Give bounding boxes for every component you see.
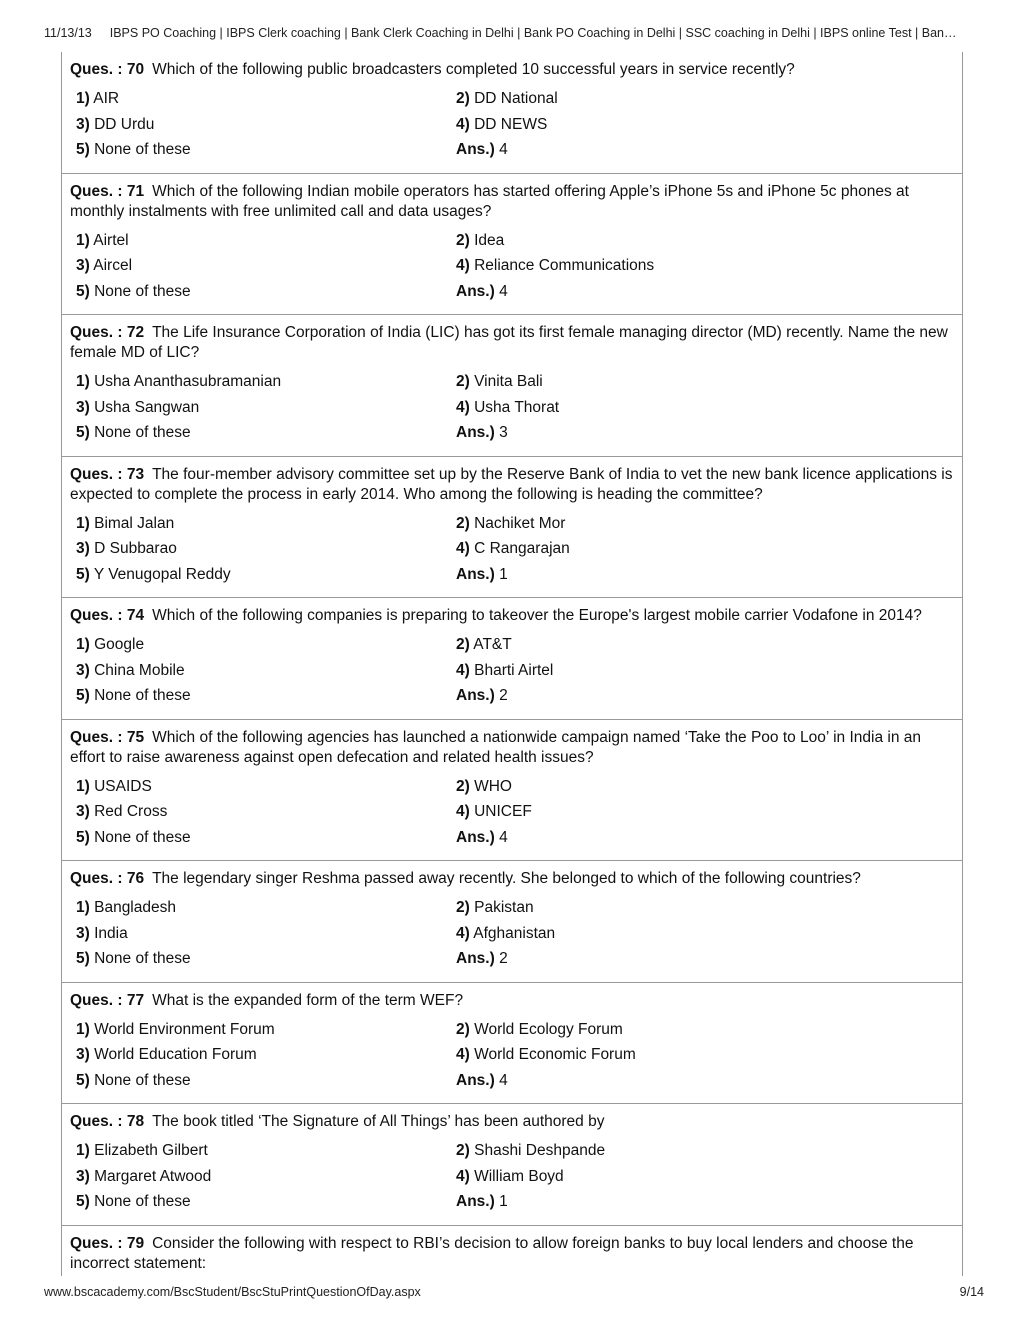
question-number: Ques. : 79: [70, 1234, 145, 1252]
answer-label: Ans.): [456, 565, 495, 583]
question-text: Which of the following public broadcasters completed 10 successful years in service recently?: [152, 61, 795, 78]
question-text: Consider the following with respect to RBI’s decision to allow foreign banks to buy local lenders and choose the incorrect statement:: [70, 1234, 914, 1272]
option-text: DD Urdu: [94, 115, 155, 133]
option-text: World Education Forum: [94, 1046, 257, 1063]
option-text: World Environment Forum: [94, 1020, 275, 1038]
answer-label: Ans.): [456, 282, 495, 300]
option-text: C Rangarajan: [474, 540, 570, 557]
option: [70, 946, 450, 972]
question-stem: [70, 465, 954, 505]
options-row: [70, 1068, 954, 1094]
question-list: [61, 52, 963, 1276]
option: [70, 1068, 450, 1094]
option-number: 2): [456, 373, 470, 390]
option-text: Airtel: [93, 231, 129, 249]
option-number: 1): [76, 1020, 90, 1038]
options-row: [70, 895, 954, 921]
option-number: 3): [76, 661, 90, 679]
options-row: [70, 112, 954, 138]
question-stem: [70, 1234, 954, 1274]
option: [70, 395, 450, 421]
option-number: 4): [456, 257, 470, 274]
question-stem: [70, 1112, 954, 1132]
option-text: AIR: [93, 90, 120, 107]
option-text: Bimal Jalan: [94, 514, 175, 532]
answer-value: 1: [499, 565, 508, 583]
question-block: [62, 983, 962, 1105]
option-number: 3): [76, 398, 90, 416]
options-row: [70, 774, 954, 800]
options-row: [70, 420, 954, 446]
answer-label: Ans.): [456, 950, 495, 967]
question-stem: [70, 606, 954, 626]
question-text: The legendary singer Reshma passed away recently. She belonged to which of the following countries?: [152, 870, 861, 887]
option: [450, 369, 830, 395]
option-number: 3): [76, 924, 90, 942]
option-number: 5): [76, 950, 90, 967]
options-row: [70, 536, 954, 562]
options-row: [70, 683, 954, 709]
option: [450, 536, 830, 562]
option: [70, 137, 450, 163]
answer: [450, 420, 830, 446]
option: [70, 658, 450, 684]
question-number: Ques. : 77: [70, 991, 145, 1009]
option-number: 3): [76, 1167, 90, 1185]
option-text: None of these: [94, 687, 191, 704]
option-text: UNICEF: [474, 803, 532, 820]
option-text: Afghanistan: [473, 924, 556, 942]
option-text: None of these: [94, 828, 191, 846]
option-number: 3): [76, 1046, 90, 1063]
page-url[interactable]: www.bscacademy.com/BscStudent/BscStuPrintQuestionOfDay.aspx: [44, 1285, 421, 1299]
question-stem: [70, 869, 954, 889]
question-text: Which of the following agencies has launched a nationwide campaign named ‘Take the Poo to Loo’ in India in an effort to raise awareness against open defecation and related health issues?: [70, 728, 921, 766]
question-text: Which of the following companies is preparing to takeover the Europe's largest mobile carrier Vodafone in 2014?: [152, 607, 922, 624]
option-text: WHO: [474, 777, 512, 795]
option-text: None of these: [94, 424, 191, 441]
option-text: Y Venugopal Reddy: [93, 565, 231, 583]
answer-label: Ans.): [456, 141, 495, 158]
option-number: 3): [76, 115, 90, 133]
print-date: 11/13/13: [44, 26, 92, 40]
option: [70, 86, 450, 112]
option-text: DD NEWS: [474, 115, 548, 133]
options-row: [70, 137, 954, 163]
option-number: 5): [76, 687, 90, 704]
options-row: [70, 1164, 954, 1190]
question-stem: [70, 728, 954, 768]
option-number: 5): [76, 141, 90, 158]
options-grid: [70, 228, 954, 305]
option: [450, 921, 830, 947]
answer-value: 4: [499, 141, 508, 158]
option-text: World Ecology Forum: [474, 1020, 623, 1038]
option: [70, 799, 450, 825]
answer-value: 4: [499, 828, 508, 846]
option-number: 2): [456, 90, 470, 107]
question-number: Ques. : 75: [70, 728, 145, 746]
option: [70, 1017, 450, 1043]
options-row: [70, 946, 954, 972]
option: [70, 562, 450, 588]
option: [70, 112, 450, 138]
option: [450, 774, 830, 800]
options-row: [70, 1189, 954, 1215]
question-number: Ques. : 73: [70, 465, 145, 483]
option-text: Bharti Airtel: [474, 661, 554, 679]
option-number: 2): [456, 899, 470, 916]
option-text: Google: [94, 636, 145, 653]
answer-value: 2: [499, 950, 508, 967]
options-row: [70, 1017, 954, 1043]
options-row: [70, 1042, 954, 1068]
question-number: Ques. : 76: [70, 870, 145, 887]
option: [70, 1042, 450, 1068]
answer-label: Ans.): [456, 828, 495, 846]
option-number: 2): [456, 514, 470, 532]
option-number: 2): [456, 1142, 470, 1159]
option-number: 4): [456, 661, 470, 679]
options-row: [70, 511, 954, 537]
answer-label: Ans.): [456, 687, 495, 704]
question-number: Ques. : 74: [70, 607, 145, 624]
question-block: [62, 1226, 962, 1284]
page-header: [44, 26, 989, 40]
option: [70, 683, 450, 709]
question-number: Ques. : 72: [70, 324, 145, 341]
question-text: The book titled ‘The Signature of All Things’ has been authored by: [152, 1113, 605, 1130]
option-number: 1): [76, 899, 90, 916]
option: [450, 1017, 830, 1043]
option-text: Elizabeth Gilbert: [94, 1142, 208, 1159]
option-number: 2): [456, 636, 470, 653]
option-number: 4): [456, 398, 470, 416]
option: [70, 1164, 450, 1190]
option: [450, 253, 830, 279]
options-row: [70, 1138, 954, 1164]
option-number: 1): [76, 514, 90, 532]
option: [450, 895, 830, 921]
question-block: [62, 598, 962, 720]
options-grid: [70, 774, 954, 851]
option: [450, 632, 830, 658]
question-block: [62, 457, 962, 599]
option-text: China Mobile: [94, 661, 185, 679]
option: [450, 112, 830, 138]
option-number: 3): [76, 803, 90, 820]
option-number: 5): [76, 1071, 90, 1089]
options-row: [70, 632, 954, 658]
answer: [450, 279, 830, 305]
option-text: Aircel: [93, 257, 133, 274]
option: [70, 369, 450, 395]
option: [70, 1138, 450, 1164]
option-text: William Boyd: [474, 1167, 564, 1185]
answer: [450, 825, 830, 851]
option-number: 5): [76, 828, 90, 846]
option: [450, 799, 830, 825]
option: [450, 511, 830, 537]
answer-label: Ans.): [456, 1071, 495, 1089]
option-text: Shashi Deshpande: [474, 1142, 606, 1159]
question-block: [62, 315, 962, 457]
option-number: 4): [456, 1046, 470, 1063]
option-number: 5): [76, 282, 90, 300]
option: [450, 1164, 830, 1190]
options-grid: [70, 895, 954, 972]
option-text: Usha Ananthasubramanian: [94, 373, 282, 390]
option: [450, 228, 830, 254]
answer: [450, 137, 830, 163]
answer-value: 4: [499, 282, 508, 300]
question-text: The Life Insurance Corporation of India (LIC) has got its first female managing director (MD) recently. Name the new female MD of LIC?: [70, 324, 948, 361]
option-number: 4): [456, 115, 470, 133]
option-text: Margaret Atwood: [94, 1167, 212, 1185]
option-text: Pakistan: [474, 899, 534, 916]
option-text: Usha Thorat: [474, 398, 560, 416]
option-text: None of these: [94, 1071, 191, 1089]
option: [70, 253, 450, 279]
options-row: [70, 279, 954, 305]
option-text: Red Cross: [94, 803, 168, 820]
question-text: What is the expanded form of the term WEF?: [152, 991, 464, 1009]
question-number: Ques. : 71: [70, 182, 145, 200]
question-stem: [70, 323, 954, 363]
option: [70, 825, 450, 851]
answer-label: Ans.): [456, 1193, 495, 1210]
question-block: [62, 52, 962, 174]
options-row: [70, 658, 954, 684]
option: [70, 228, 450, 254]
options-row: [70, 228, 954, 254]
option-text: AT&T: [473, 636, 512, 653]
option: [70, 279, 450, 305]
option-text: Reliance Communications: [474, 257, 655, 274]
question-text: Which of the following Indian mobile operators has started offering Apple’s iPhone 5s and iPhone 5c phones at monthly instalments with free unlimited call and data usages?: [70, 182, 909, 220]
options-grid: [70, 86, 954, 163]
option-number: 1): [76, 777, 90, 795]
option-number: 4): [456, 540, 470, 557]
option-text: None of these: [94, 950, 191, 967]
option-text: DD National: [474, 90, 558, 107]
question-block: [62, 1104, 962, 1226]
option-number: 3): [76, 540, 90, 557]
option-text: Bangladesh: [94, 899, 176, 916]
option: [70, 774, 450, 800]
question-number: Ques. : 78: [70, 1113, 145, 1130]
answer: [450, 946, 830, 972]
question-stem: [70, 991, 954, 1011]
option-number: 1): [76, 373, 90, 390]
answer-value: 3: [499, 424, 508, 441]
option-number: 1): [76, 90, 90, 107]
question-stem: [70, 182, 954, 222]
options-row: [70, 369, 954, 395]
option: [70, 536, 450, 562]
options-row: [70, 395, 954, 421]
answer: [450, 1068, 830, 1094]
options-row: [70, 562, 954, 588]
answer-value: 1: [499, 1193, 508, 1210]
option-number: 2): [456, 231, 470, 249]
options-row: [70, 825, 954, 851]
option-number: 1): [76, 636, 90, 653]
options-row: [70, 253, 954, 279]
option-text: USAIDS: [94, 777, 152, 795]
option: [450, 1042, 830, 1068]
option-text: World Economic Forum: [474, 1046, 636, 1063]
option-text: None of these: [94, 282, 191, 300]
question-number: Ques. : 70: [70, 61, 145, 78]
question-text: The four-member advisory committee set up by the Reserve Bank of India to vet the new bank licence applications is expected to complete the process in early 2014. Who among the following is heading the committee?: [70, 465, 953, 503]
question-stem: [70, 60, 954, 80]
option-number: 4): [456, 924, 470, 942]
option-number: 5): [76, 1193, 90, 1210]
option: [450, 658, 830, 684]
question-block: [62, 720, 962, 862]
options-grid: [70, 1138, 954, 1215]
option-text: Idea: [474, 231, 505, 249]
question-block: [62, 174, 962, 316]
option-text: None of these: [94, 141, 191, 158]
option-number: 1): [76, 1142, 90, 1159]
option-number: 2): [456, 777, 470, 795]
options-grid: [70, 1017, 954, 1094]
answer-value: 2: [499, 687, 508, 704]
answer: [450, 683, 830, 709]
option-text: None of these: [94, 1193, 191, 1210]
answer: [450, 562, 830, 588]
option: [70, 921, 450, 947]
options-row: [70, 921, 954, 947]
options-row: [70, 86, 954, 112]
option-text: Vinita Bali: [474, 373, 543, 390]
options-grid: [70, 369, 954, 446]
page-footer: [44, 1285, 984, 1299]
options-grid: [70, 632, 954, 709]
option-number: 1): [76, 231, 90, 249]
option-number: 5): [76, 565, 90, 583]
question-block: [62, 861, 962, 983]
option-number: 4): [456, 1167, 470, 1185]
option: [450, 1138, 830, 1164]
option-number: 4): [456, 803, 470, 820]
options-grid: [70, 511, 954, 588]
option: [70, 632, 450, 658]
page-title: IBPS PO Coaching | IBPS Clerk coaching | Bank Clerk Coaching in Delhi | Bank PO Coaching in Delhi | SSC coaching in Delhi | IBPS online Test | Ban…: [109, 26, 957, 40]
options-row: [70, 799, 954, 825]
option-text: India: [94, 924, 128, 942]
option-text: Nachiket Mor: [474, 514, 566, 532]
option: [70, 1189, 450, 1215]
answer: [450, 1189, 830, 1215]
option: [450, 86, 830, 112]
option-number: 5): [76, 424, 90, 441]
answer-value: 4: [499, 1071, 508, 1089]
option-text: D Subbarao: [94, 540, 177, 557]
option-number: 3): [76, 257, 90, 274]
option: [70, 420, 450, 446]
page-number: 9/14: [959, 1285, 984, 1299]
answer-label: Ans.): [456, 424, 495, 441]
option: [450, 395, 830, 421]
option: [70, 511, 450, 537]
option-text: Usha Sangwan: [94, 398, 200, 416]
option-number: 2): [456, 1020, 470, 1038]
option: [70, 895, 450, 921]
